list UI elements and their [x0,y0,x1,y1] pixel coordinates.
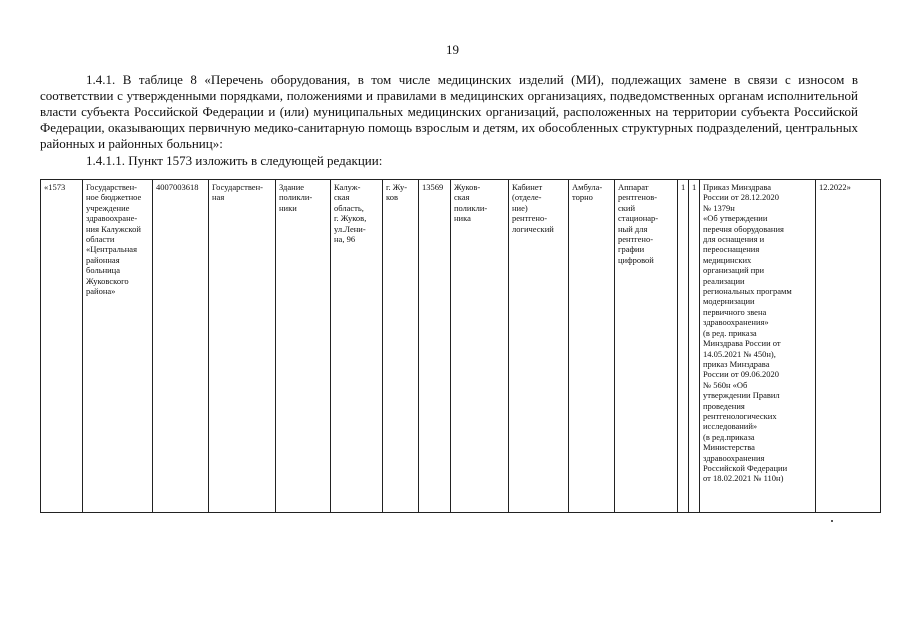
paragraph-item-1573: 1.4.1.1. Пункт 1573 изложить в следующей редакции: [86,153,383,168]
cell-building-type: Здание поликли- ники [276,180,331,513]
equipment-table [40,179,881,513]
cell-legal-basis: Приказ Минздрава России от 28.12.2020 № 1379н «Об утверждении перечня оборудования для оснащения и переоснащения медицинских организаций при реализации региональных программ модернизации первичного звена здравоохранения» (в ред. приказа Минздрава России от 14.05.2021 № 450н), приказ Минздрава России от 09.06.2020 № 560н «Об утверждении Правил проведения рентгенологических исследований» (в ред.приказа Министерства здравоохранения Российской Федерации от 18.02.2021 № 110н) [700,180,816,513]
cell-ownership-form: Государствен- ная [209,180,276,513]
cell-population: 13569 [419,180,451,513]
cell-address: Калуж- ская область, г. Жуков, ул.Лени- на, 96 [331,180,383,513]
cell-subdivision: Жуков- ская поликли- ника [451,180,509,513]
cell-organization-name: Государствен- ное бюджетное учреждение здравоохране- ния Калужской области «Центральная районная больница Жуковского района» [83,180,153,513]
cell-item-number: «1573 [41,180,83,513]
cell-department: Кабинет (отделе- ние) рентгено- логический [509,180,569,513]
cell-quantity-replace: 1 [689,180,700,513]
paragraph-amendment-intro: 1.4.1. В таблице 8 «Перечень оборудования, в том числе медицинских изделий (МИ), подлежащих замене в связи с износом в соответствии с утвержденными порядками, положениями и правилами в медицинских организациях, подведомственных органам исполнительной власти субъекта Российской Федерации и (или) муниципальных медицинских организаций, расположенных на территории субъекта Российской Федерации, оказывающих первичную медико-санитарную помощь взрослым и детям, их обособленных структурных подразделений, центральных районных и районных больниц»: [40,72,858,151]
cell-equipment-name: Аппарат рентгенов- ский стационар- ный для рентгено- графии цифровой [615,180,678,513]
cell-quantity-existing: 1 [678,180,689,513]
cell-replacement-date: 12.2022» [816,180,881,513]
cell-locality: г. Жу- ков [383,180,419,513]
table-row [41,180,881,513]
scan-speck [831,520,833,522]
cell-care-conditions: Амбула- торно [569,180,615,513]
cell-inn: 4007003618 [153,180,209,513]
page-number: 19 [446,42,459,57]
